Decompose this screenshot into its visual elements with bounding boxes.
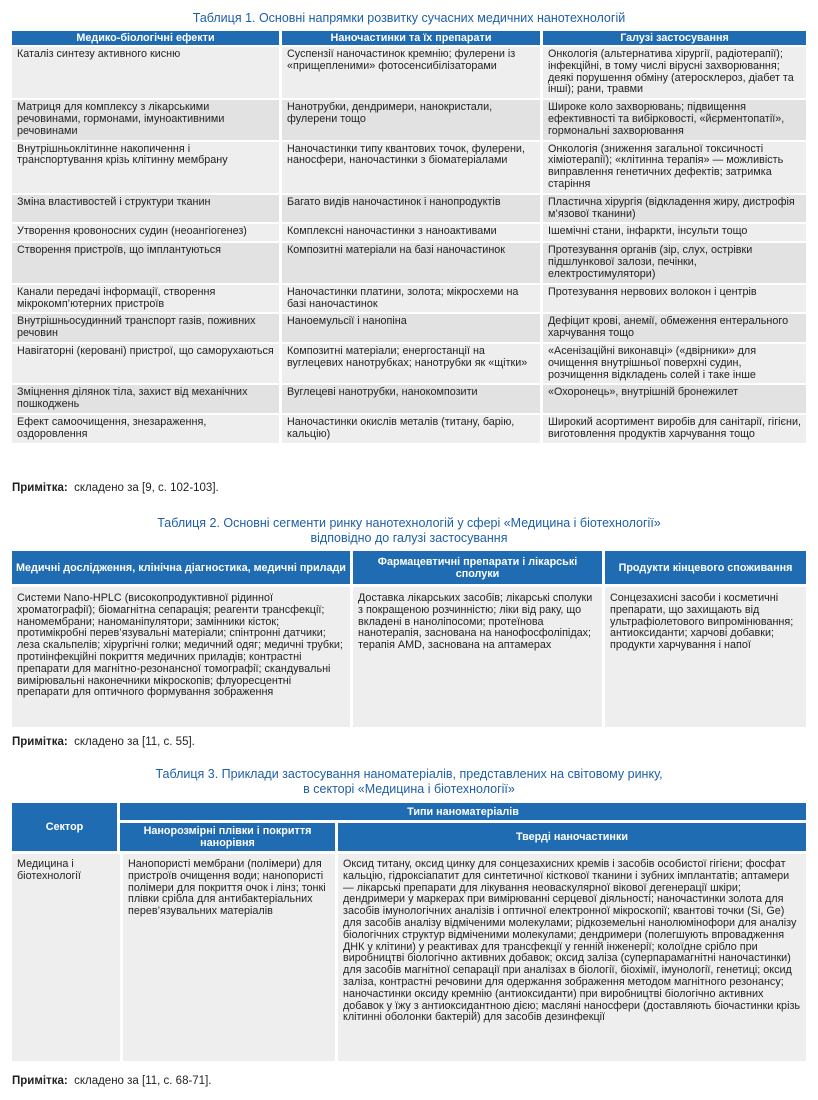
table2 <box>12 551 806 727</box>
table1-header-row <box>12 31 806 45</box>
table1-cell-particles: Вуглецеві нанотрубки, нанокомпозити <box>279 383 540 413</box>
table2-note-label: Примітка: <box>12 736 68 748</box>
table-row <box>12 413 806 443</box>
table-row <box>12 241 806 282</box>
table1-cell-effect: Канали передачі інформації, створення мікрокомп’ютерних пристроїв <box>12 283 279 313</box>
table1-cell-effect: Зміна властивостей і структури тканин <box>12 193 279 223</box>
table1-cell-particles: Композитні матеріали; енергостанції на вуглецевих нанотрубках; нанотрубки як «щітки» <box>279 342 540 383</box>
table3-header-row-1 <box>12 803 806 820</box>
table1-cell-field: Пластична хірургія (відкладення жиру, дистрофія м’язової тканини) <box>540 193 806 223</box>
table1-cell-particles: Композитні матеріали на базі наночастинок <box>279 241 540 282</box>
table1-cell-field: Протезування органів (зір, слух, острівки підшлункової залози, печінки, електростимулятори) <box>540 241 806 282</box>
table-row <box>12 851 806 1061</box>
table1-cell-effect: Внутрішньоклітинне накопичення і транспортування крізь клітинну мембрану <box>12 140 279 193</box>
table1-caption: Таблиця 1. Основні напрямки розвитку сучасних медичних нанотехнологій <box>192 11 626 25</box>
table1-cell-field: «Охоронець», внутрішній бронежилет <box>540 383 806 413</box>
table3-header-types: Типи наноматеріалів <box>120 803 806 820</box>
table-row <box>12 312 806 342</box>
table3-cell-solid: Оксид титану, оксид цинку для сонцезахисних кремів і засобів особистої гігієни; фосфат кальцію, гідроксіапатит для синтетичної кісткової тканини і зубних імплантатів; аптамери — лікарські препарати для лікування неоваскулярної вікової дегенерації шкіри; дендримери у маркерах при вимірюванні серцевої діяльності; наночастинки золота для засобів імунологічних аналізів і оптичної електронної мікроскопії; квантові точки (Si, Ge) для засобів аналізу відміченими молекулами; рідкоземельні нанолюмінофори для аналізу біологічних структур відміченими молекулами; дендримери (полегшують впровадження ДНК у клітини) у реактивах для трансфекції у генній інженерії; колоїдне срібло при виробництві біологічно активних добавок; оксид заліза (суперпарамагнітні наночастинки) для засобів магнітної сепарації при аналізах в біології, біохімії, імунології, генетиці; оксид заліза, контрастні речовини для одержання зображення методом магнітного резонансу; наночастинки оксиду кремнію (антиоксиданти) при виробництві біологічно активних добавок у їжу з антиоксидантною дією; масляні наносфери (доставляють біочастинки крізь клітинні оболонки бактерій) для засобів дезинфекції <box>335 851 806 1061</box>
table1-cell-particles: Комплексні наночастинки з наноактивами <box>279 222 540 241</box>
table1-cell-field: Онкологія (альтернатива хірургії, радіотерапії); інфекційні, в тому числі вірусні захворювання; деякі порушення обміну (атеросклероз, діабет та інші); рани, травми <box>540 45 806 98</box>
table3-cell-films: Нанопористі мембрани (полімери) для пристроїв очищення води; нанопористі полімери для покриття очок і лінз; тонкі плівки срібла для антибактеріальних перев’язувальних матеріалів <box>120 851 335 1061</box>
table-row <box>12 584 806 727</box>
table2-note-text: складено за [11, с. 55]. <box>74 736 195 748</box>
table2-header-row <box>12 551 806 584</box>
table3-cell-sector: Медицина і біотехнології <box>12 851 120 1061</box>
table3-note-label: Примітка: <box>12 1075 68 1087</box>
table3-header-sector: Сектор <box>12 803 120 851</box>
table1-note-label: Примітка: <box>12 482 68 494</box>
table1-cell-effect: Ефект самоочищення, знезараження, оздоровлення <box>12 413 279 443</box>
table1-cell-effect: Матриця для комплексу з лікарськими речовинами, гормонами, імуноактивними речовинами <box>12 98 279 139</box>
table1-cell-particles: Наночастинки окислів металів (титану, барію, кальцію) <box>279 413 540 443</box>
table1-cell-particles: Багато видів наночастинок і нанопродуктів <box>279 193 540 223</box>
table2-cell-research: Системи Nano-HPLC (високопродуктивної рідинної хроматографії); біомагнітна сепарація; реагенти трансфекції; наномембрани; наноманіпулятори; замінники кісток; протимікробні перев’язувальні матеріали; спінтронні датчики; леза скальпелів; хірургічні голки; медичний одяг; медичні трубки; протиінфекційні покриття медичних приладів; контрастні препарати для магнітно-резонансної томографії; скандувальні вимірювальні наконечники мікроскопів; флуоресцентні препарати для оптичного формування зображення <box>12 584 350 727</box>
table1-cell-particles: Наночастинки платини, золота; мікросхеми на базі наночастинок <box>279 283 540 313</box>
table2-caption-line2: відповідно до галузі застосування <box>310 531 508 545</box>
table1-cell-particles: Нанотрубки, дендримери, нанокристали, фулерени тощо <box>279 98 540 139</box>
table2-header-pharma: Фармацевтичні препарати і лікарські сполуки <box>350 551 602 584</box>
table-row <box>12 342 806 383</box>
table3-caption-line2: в секторі «Медицина і біотехнології» <box>303 782 515 796</box>
table-row <box>12 193 806 223</box>
table2-header-research: Медичні дослідження, клінічна діагностика, медичні прилади <box>12 551 350 584</box>
table1-cell-field: Дефіцит крові, анемії, обмеження ентерального харчування тощо <box>540 312 806 342</box>
table1-cell-effect: Внутрішньосудинний транспорт газів, поживних речовин <box>12 312 279 342</box>
table1-cell-effect: Зміцнення ділянок тіла, захист від механічних пошкоджень <box>12 383 279 413</box>
table1-cell-effect: Утворення кровоносних судин (неоангіогенез) <box>12 222 279 241</box>
table1-cell-field: Протезування нервових волокон і центрів <box>540 283 806 313</box>
table1-cell-field: Онкологія (зниження загальної токсичності хіміотерапії); «клітинна терапія» — можливість виправлення генетичних дефектів; затримка старіння <box>540 140 806 193</box>
table1 <box>12 31 806 443</box>
table-row <box>12 283 806 313</box>
table3-note-text: складено за [11, с. 68-71]. <box>74 1075 212 1087</box>
table1-cell-field: Ішемічні стани, інфаркти, інсульти тощо <box>540 222 806 241</box>
table1-header-particles: Наночастинки та їх препарати <box>279 31 540 45</box>
table1-note <box>12 481 219 495</box>
table-row <box>12 45 806 98</box>
table1-cell-field: Широке коло захворювань; підвищення ефективності та вибірковості, «йєрментопатії», гормональні захворювання <box>540 98 806 139</box>
table-row <box>12 383 806 413</box>
table1-cell-particles: Наночастинки типу квантових точок, фулерени, наносфери, наночастинки з біоматеріалами <box>279 140 540 193</box>
table1-cell-effect: Каталіз синтезу активного кисню <box>12 45 279 98</box>
table2-cell-pharma: Доставка лікарських засобів; лікарські сполуки з покращеною розчинністю; ліки від раку, що вкладені в наноліпосоми; протеїнова нанотерапія, заснована на нанофосфоліпідах; терапія AMD, заснована на аптамерах <box>350 584 602 727</box>
table1-header-fields: Галузі застосування <box>540 31 806 45</box>
table3-header-solid: Тверді наночастинки <box>335 820 806 851</box>
table-row <box>12 98 806 139</box>
table2-caption-line1: Таблиця 2. Основні сегменти ринку нанотехнологій у сфері «Медицина і біотехнології» <box>157 516 661 530</box>
table1-cell-particles: Наноемульсії і нанопіна <box>279 312 540 342</box>
table1-cell-effect: Навігаторні (керовані) пристрої, що саморухаються <box>12 342 279 383</box>
table2-header-consumer: Продукти кінцевого споживання <box>602 551 806 584</box>
table2-cell-consumer: Сонцезахисні засоби і косметичні препарати, що захищають від ультрафіолетового випромінювання; антиоксиданти; харчові добавки; продукти харчування і напої <box>602 584 806 727</box>
table1-cell-field: «Асенізаційні виконавці» («двірники» для очищення внутрішньої поверхні судин, розчищення відкладень солей і таке інше <box>540 342 806 383</box>
table1-cell-particles: Суспензії наночастинок кремнію; фулерени із «прищепленими» фотосенсибілізаторами <box>279 45 540 98</box>
table3-caption-line1: Таблиця 3. Приклади застосування наноматеріалів, представлених на світовому ринку, <box>155 767 663 781</box>
table3-header-row-2 <box>12 820 806 851</box>
table2-note <box>12 735 195 749</box>
table3-header-films: Нанорозмірні плівки і покриття нанорівня <box>120 820 335 851</box>
table-row <box>12 222 806 241</box>
table1-note-text: складено за [9, с. 102-103]. <box>74 482 219 494</box>
table1-header-effects: Медико-біологічні ефекти <box>12 31 279 45</box>
table3-note <box>12 1074 211 1088</box>
table1-cell-effect: Створення пристроїв, що імплантуються <box>12 241 279 282</box>
table1-cell-field: Широкий асортимент виробів для санітарії, гігієни, виготовлення продуктів харчування тощо <box>540 413 806 443</box>
table3 <box>12 803 806 1061</box>
table-row <box>12 140 806 193</box>
